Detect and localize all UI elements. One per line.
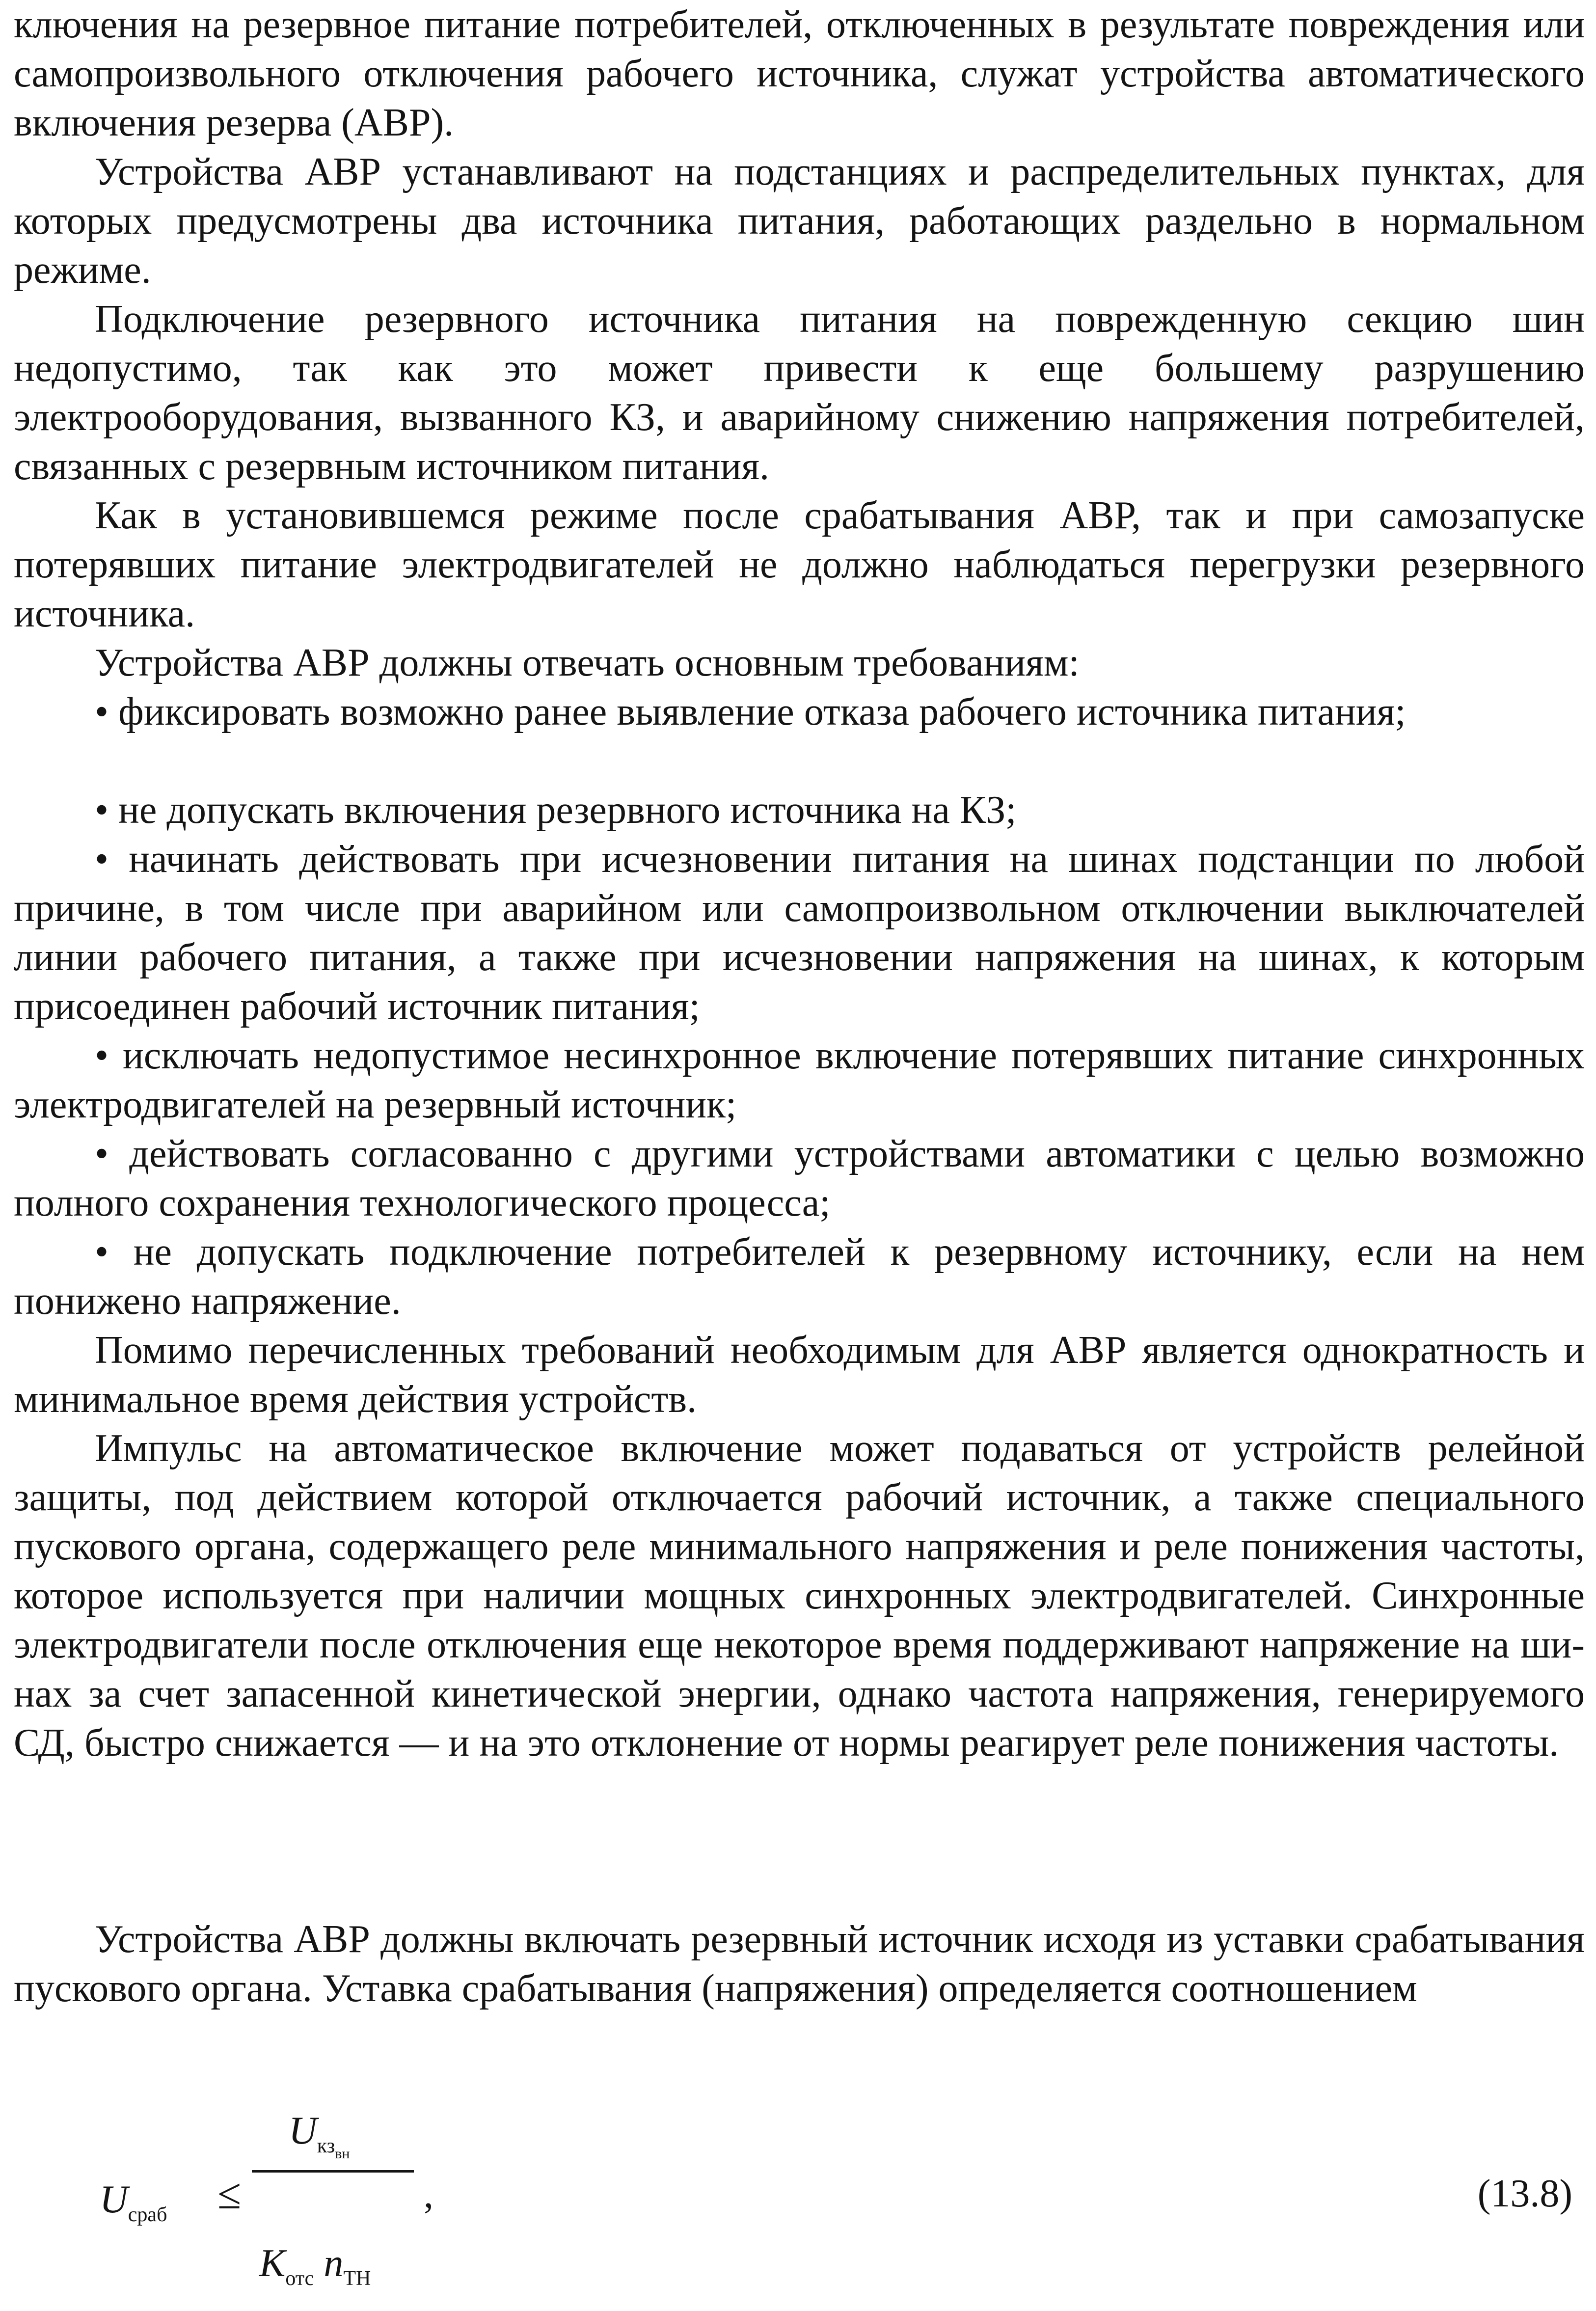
bullet-item: • фиксировать возможно ранее выявление отказа рабочего источника питания; [14, 687, 1585, 736]
formula-numerator-sub-subscript: вн [335, 2146, 350, 2162]
formula-n-symbol: n [324, 2242, 344, 2285]
paragraph: Устройства АВР должны отвечать основным требованиям: [95, 641, 1080, 684]
bullet-item: • начинать действовать при исчезновении питания на шинах подстанции по любой причине, в том числе при аварийном или самопроизвольном отключении выключателей линии рабочего питания, а также при исчезновении напряжения на шинах, к которым присоединен рабочий источник питания; [14, 835, 1585, 1031]
formula-relation: ≤ [217, 2171, 242, 2218]
formula-k-subscript: отс [285, 2267, 314, 2290]
paragraph: Устройства АВР должны включать резервный источник исходя из уставки срабатывания пускового органа. Уставка срабатывания (напряжения) определяется соотношением [14, 1918, 1585, 2010]
paragraph: Подключение резервного источника питания на поврежденную секцию шин недопустимо, так как это может привести к еще большему разрушению электрооборудования, вызванного КЗ, и аварийному снижению напряжения потребителей, связанных с резервным источником питания. [14, 298, 1585, 488]
formula-n-subscript: ТН [343, 2267, 371, 2290]
formula-13-8 [14, 2096, 1585, 2303]
formula-lhs-subscript: сраб [128, 2203, 167, 2226]
bullet-item: • действовать согласованно с другими устройствами автоматики с целью возможно полного сохранения технологического процесса; [14, 1129, 1585, 1227]
formula-numerator [289, 2106, 350, 2164]
bullet-item: • не допускать подключение потребителей к резервному источнику, если на нем понижено напряжение. [14, 1227, 1585, 1326]
bullet-item: • не допускать включения резервного источника на КЗ; [14, 786, 1585, 835]
paragraph: Импульс на автоматическое включение может подаваться от устройств релейной защиты, под действием которой отключается рабочий источник, а также специального пускового органа, содержащего реле минимального напряжения и реле понижения частоты, которое используется при наличии мощных синхронных электродвигателей. Синхронные электродвигатели после отключения еще некоторое время поддерживают напряжение на шинах за счет запасенной кинетической энергии, однако частота напряжения, генерируемого СД, быстро снижается — и на это отклонение от нормы реагирует реле понижения частоты. [14, 1427, 1585, 1765]
formula-comma: , [424, 2173, 433, 2216]
formula-denominator [259, 2239, 371, 2294]
bullet-item: • исключать недопустимое несинхронное включение потерявших питание синхронных электродвигателей на резервный источник; [14, 1031, 1585, 1129]
formula-lhs-symbol: U [100, 2178, 128, 2221]
paragraph: Помимо перечисленных требований необходимым для АВР является однократность и минимальное время действия устройств. [14, 1329, 1585, 1421]
paragraph-continuation: ключения на резервное питание потребителей, отключенных в результате повреждения или самопроизвольного отключения рабочего источника, служат устройства автоматического включения резерва (АВР). [14, 3, 1585, 144]
formula-lhs [100, 2175, 167, 2230]
formula-numerator-subscript: кз [317, 2135, 335, 2157]
fraction-bar [252, 2170, 414, 2173]
equation-number: (13.8) [1477, 2172, 1572, 2215]
formula-k-symbol: K [259, 2242, 286, 2285]
paragraph: Как в установившемся режиме после срабатывания АВР, так и при самозапуске потерявших питание электродвигателей не должно наблюдаться перегрузки резервного источника. [14, 494, 1585, 635]
paragraph: Устройства АВР устанавливают на подстанциях и распределительных пунктах, для которых предусмотрены два источника питания, работающих раздельно в нормальном режиме. [14, 150, 1585, 292]
document-page [14, 0, 1585, 2311]
formula-numerator-symbol: U [289, 2109, 317, 2152]
